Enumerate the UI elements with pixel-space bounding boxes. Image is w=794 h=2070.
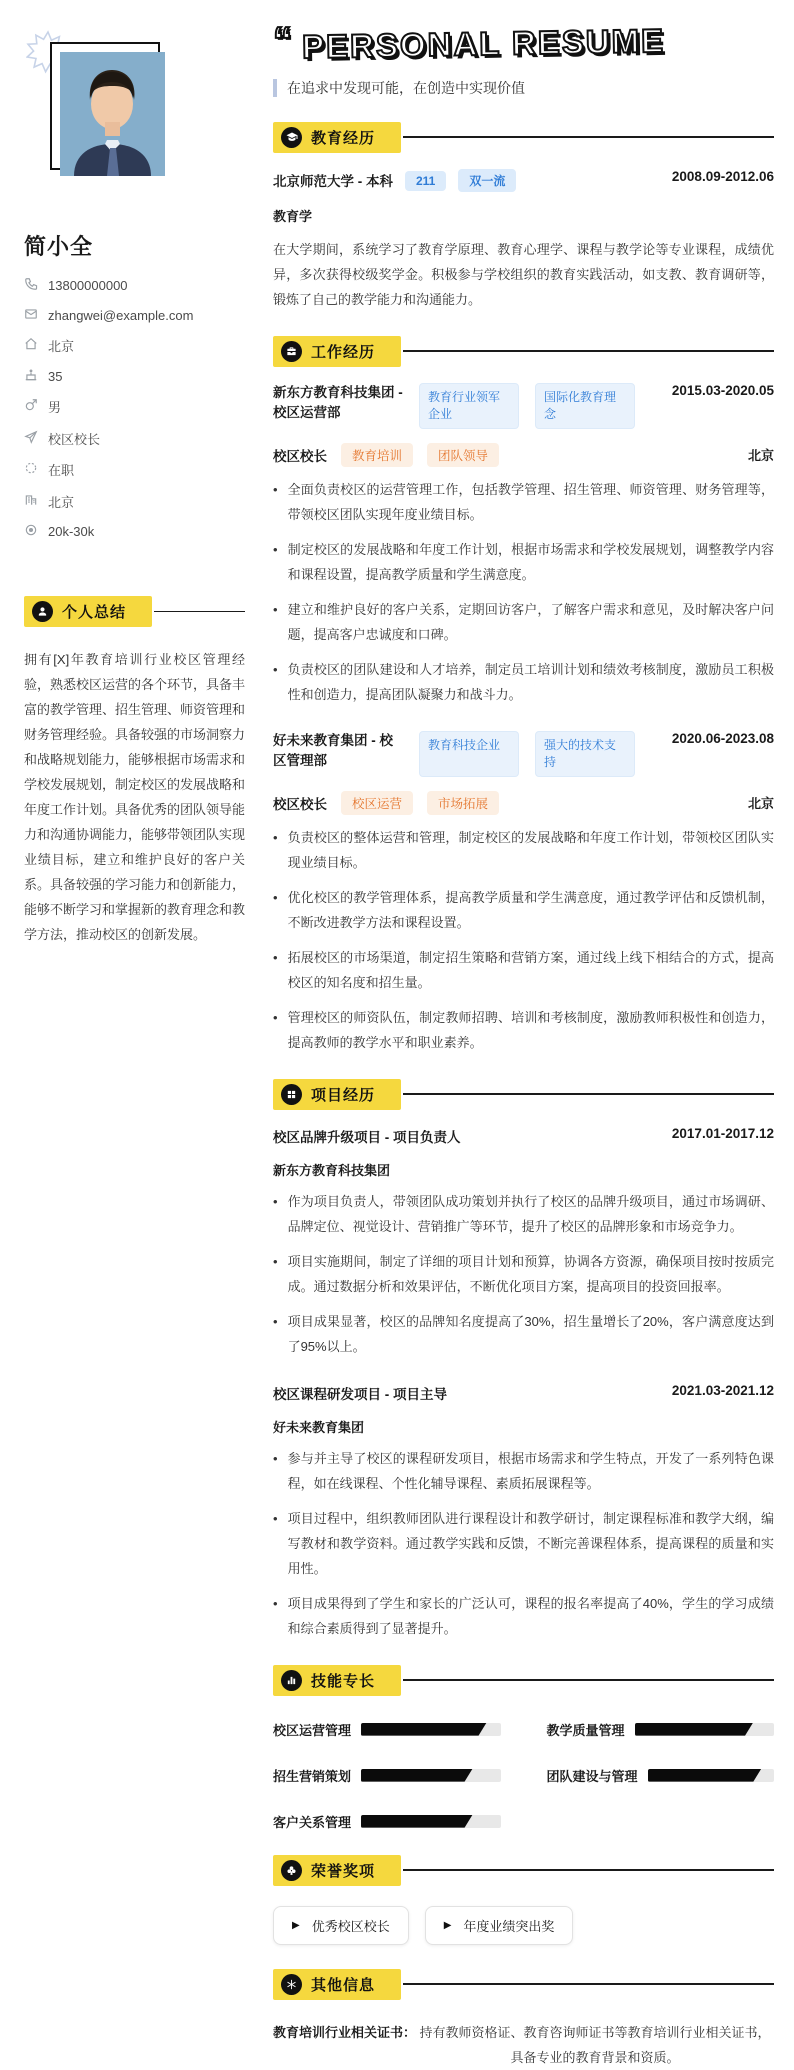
job-tag: 市场拓展 bbox=[427, 791, 499, 815]
skill-bar bbox=[361, 1769, 500, 1782]
school-name: 北京师范大学 - 本科 211 双一流 bbox=[273, 169, 516, 192]
project-date: 2017.01-2017.12 bbox=[671, 1125, 774, 1141]
status-icon bbox=[24, 461, 38, 478]
work-section bbox=[273, 336, 774, 1055]
contact-gender: 男 bbox=[24, 397, 245, 416]
job-entry bbox=[273, 383, 774, 429]
job-bullet: • 建立和维护良好的客户关系，定期回访客户，了解客户需求和意见，及时解决客户问题，提高客户忠诚度和口碑。 bbox=[273, 601, 774, 642]
email-icon bbox=[24, 307, 38, 324]
skill-row: 招生营销策划 bbox=[273, 1766, 501, 1785]
education-section bbox=[273, 122, 774, 312]
play-icon: ▶ bbox=[292, 1919, 300, 1931]
job-location: 北京 bbox=[747, 448, 774, 464]
skill-row: 校区运营管理 bbox=[273, 1720, 501, 1739]
education-section-header: 教育经历 bbox=[273, 122, 774, 153]
job-date: 2015.03-2020.05 bbox=[671, 382, 774, 398]
skills-section-header: 技能专长 bbox=[273, 1665, 774, 1696]
contact-city: 北京 bbox=[24, 492, 245, 511]
job-bullet: • 负责校区的团队建设和人才培养，制定员工培训计划和绩效考核制度，激励员工积极性和创造力，提高团队凝聚力和战斗力。 bbox=[273, 661, 774, 702]
contact-salary: 20k-30k bbox=[24, 523, 245, 540]
position-icon bbox=[24, 430, 38, 447]
graduation-cap-icon bbox=[281, 127, 302, 148]
job-bullet: • 制定校区的发展战略和年度工作计划，根据市场需求和学校发展规划，调整教学内容和课程设置，提高教学质量和学生满意度。 bbox=[273, 541, 774, 582]
skill-bar bbox=[648, 1769, 774, 1782]
main-content bbox=[261, 22, 774, 2070]
project-bullet: • 项目成果得到了学生和家长的广泛认可，课程的报名率提高了40%，学生的学习成绩和综合素质得到了显著提升。 bbox=[273, 1595, 774, 1636]
skills-grid bbox=[273, 1720, 774, 1831]
job-bullet: • 优化校区的教学管理体系，提高教学质量和学生满意度，通过教学评估和反馈机制，不断改进教学方法和课程设置。 bbox=[273, 889, 774, 930]
job-date: 2020.06-2023.08 bbox=[671, 730, 774, 746]
project-bullet: • 项目成果显著，校区的品牌知名度提高了30%，招生量增长了20%，客户满意度达到了95%以上。 bbox=[273, 1313, 774, 1354]
bar-chart-icon bbox=[281, 1670, 302, 1691]
job-location: 北京 bbox=[747, 796, 774, 812]
project-bullet: • 项目实施期间，制定了详细的项目计划和预算，协调各方资源，确保项目按时按质完成。通过数据分析和效果评估，不断优化项目方案，提高项目的投资回报率。 bbox=[273, 1253, 774, 1294]
education-entry bbox=[273, 169, 774, 192]
age-icon bbox=[24, 368, 38, 385]
company-badge: 国际化教育理念 bbox=[535, 383, 635, 429]
job-bullet: • 负责校区的整体运营和管理，制定校区的发展战略和年度工作计划，带领校区团队实现业绩目标。 bbox=[273, 829, 774, 870]
projects-section-header: 项目经历 bbox=[273, 1079, 774, 1110]
page-title-row bbox=[273, 22, 774, 64]
contact-status: 在职 bbox=[24, 460, 245, 479]
job-bullet: • 拓展校区的市场渠道，制定招生策略和营销方案，通过线上线下相结合的方式，提高校区的知名度和招生量。 bbox=[273, 949, 774, 990]
project-entry bbox=[273, 1126, 774, 1146]
motto-row bbox=[273, 78, 774, 98]
project-company: 好未来教育集团 bbox=[273, 1419, 365, 1435]
summary-section-header: 个人总结 bbox=[24, 596, 245, 627]
company-name: 好未来教育集团 - 校区管理部 bbox=[273, 732, 393, 768]
other-section bbox=[273, 1969, 774, 2070]
phone-icon bbox=[24, 277, 38, 294]
job-tag: 校区运营 bbox=[341, 791, 413, 815]
city-icon bbox=[24, 493, 38, 510]
quote-mark: “ bbox=[273, 20, 292, 62]
company-badge: 强大的技术支持 bbox=[535, 731, 635, 777]
education-description: 在大学期间，系统学习了教育学原理、教育心理学、课程与教学论等专业课程，成绩优异，多次获得校级奖学金。积极参与学校组织的教育实践活动，如支教、教育调研等，锻炼了自己的教学能力和沟通能力。 bbox=[273, 241, 774, 307]
honors-section bbox=[273, 1855, 774, 1945]
home-icon bbox=[24, 337, 38, 354]
project-name: 校区课程研发项目 - 项目主导 bbox=[273, 1386, 447, 1402]
other-section-header: 其他信息 bbox=[273, 1969, 774, 2000]
job-bullet: • 管理校区的师资队伍，制定教师招聘、培训和考核制度，激励教师积极性和创造力，提高教师的教学水平和职业素养。 bbox=[273, 1009, 774, 1050]
job-role-row bbox=[273, 791, 774, 815]
asterisk-icon bbox=[281, 1974, 302, 1995]
project-bullet: • 参与并主导了校区的课程研发项目，根据市场需求和学生特点，开发了一系列特色课程，如在线课程、个性化辅导课程、素质拓展课程等。 bbox=[273, 1450, 774, 1491]
company-badge: 教育科技企业 bbox=[419, 731, 519, 777]
skill-bar bbox=[361, 1815, 500, 1828]
skill-row: 教学质量管理 bbox=[547, 1720, 775, 1739]
job-entry bbox=[273, 731, 774, 777]
salary-icon bbox=[24, 523, 38, 540]
sidebar bbox=[24, 22, 261, 2070]
job-role: 校区校长 bbox=[273, 448, 327, 464]
school-badge: 双一流 bbox=[458, 169, 516, 192]
skill-bar bbox=[635, 1723, 774, 1736]
skill-bar bbox=[361, 1723, 500, 1736]
person-icon bbox=[32, 601, 53, 622]
briefcase-icon bbox=[281, 341, 302, 362]
certificates-text: 持有教师资格证、教育咨询师证书等教育培训行业相关证书，具备专业的教育背景和资质。 bbox=[419, 2024, 771, 2065]
contact-age: 35 bbox=[24, 368, 245, 385]
honor-item: ▶ 优秀校区校长 bbox=[273, 1906, 409, 1945]
contact-position: 校区校长 bbox=[24, 429, 245, 448]
project-date: 2021.03-2021.12 bbox=[671, 1382, 774, 1398]
school-badge: 211 bbox=[405, 171, 446, 191]
project-bullet: • 项目过程中，组织教师团队进行课程设计和教学研讨，制定课程标准和教学大纲，编写教材和教学资料。通过教学实践和反馈，不断完善课程体系，提高课程的质量和实用性。 bbox=[273, 1510, 774, 1576]
contact-email: zhangwei@example.com bbox=[24, 307, 245, 324]
candidate-name: 简小全 bbox=[24, 234, 94, 259]
play-icon: ▶ bbox=[443, 1919, 452, 1931]
project-bullet: • 作为项目负责人，带领团队成功策划并执行了校区的品牌升级项目，通过市场调研、品牌定位、视觉设计、营销推广等环节，提升了校区的品牌形象和市场竞争力。 bbox=[273, 1193, 774, 1234]
photo-block bbox=[50, 42, 200, 212]
major: 教育学 bbox=[273, 208, 313, 224]
job-tag: 团队领导 bbox=[427, 443, 499, 467]
job-role-row bbox=[273, 443, 774, 467]
contact-home: 北京 bbox=[24, 336, 245, 355]
summary-text: 拥有[X]年教育培训行业校区管理经验，熟悉校区运营的各个环节，具备丰富的教学管理、招生管理、师资管理和财务管理经验。具备较强的市场洞察力和战略规划能力，能够根据市场需求和学校发展规划，制定校区的发展战略和年度工作计划。具备优秀的团队领导能力和沟通协调能力，能够带领团队实现业绩目标，建立和维护良好的客户关系。具备较强的学习能力和创新能力，能够不断学习和掌握新的教育理念和教学方法，推动校区的创新发展。 bbox=[24, 652, 246, 942]
work-section-header: 工作经历 bbox=[273, 336, 774, 367]
job-role: 校区校长 bbox=[273, 796, 327, 812]
project-name: 校区品牌升级项目 - 项目负责人 bbox=[273, 1129, 461, 1145]
honor-list bbox=[273, 1906, 774, 1945]
skill-row: 客户关系管理 bbox=[273, 1812, 501, 1831]
contact-list bbox=[24, 277, 245, 540]
job-bullet: • 全面负责校区的运营管理工作，包括教学管理、招生管理、师资管理、财务管理等，带领校区团队实现年度业绩目标。 bbox=[273, 481, 774, 522]
company-badge: 教育行业领军企业 bbox=[419, 383, 519, 429]
projects-section bbox=[273, 1079, 774, 1641]
company-name: 新东方教育科技集团 - 校区运营部 bbox=[273, 384, 403, 420]
motto-text: 在追求中发现可能，在创造中实现价值 bbox=[287, 79, 525, 96]
project-company: 新东方教育科技集团 bbox=[273, 1162, 391, 1178]
education-date: 2008.09-2012.06 bbox=[671, 168, 774, 184]
job-tag: 教育培训 bbox=[341, 443, 413, 467]
skill-row: 团队建设与管理 bbox=[547, 1766, 775, 1785]
certificates-block bbox=[273, 2020, 774, 2070]
honor-item: ▶ 年度业绩突出奖 bbox=[425, 1906, 574, 1945]
profile-photo bbox=[60, 52, 165, 176]
medal-icon bbox=[281, 1860, 302, 1881]
motto-accent-bar bbox=[273, 79, 277, 97]
page-title: PERSONAL RESUME bbox=[301, 21, 666, 66]
contact-phone: 13800000000 bbox=[24, 277, 245, 294]
gender-icon bbox=[24, 398, 38, 415]
grid-icon bbox=[281, 1084, 302, 1105]
skills-section bbox=[273, 1665, 774, 1831]
honors-section-header: 荣誉奖项 bbox=[273, 1855, 774, 1886]
certificates-label: 教育培训行业相关证书： bbox=[273, 2024, 417, 2040]
project-entry bbox=[273, 1383, 774, 1403]
